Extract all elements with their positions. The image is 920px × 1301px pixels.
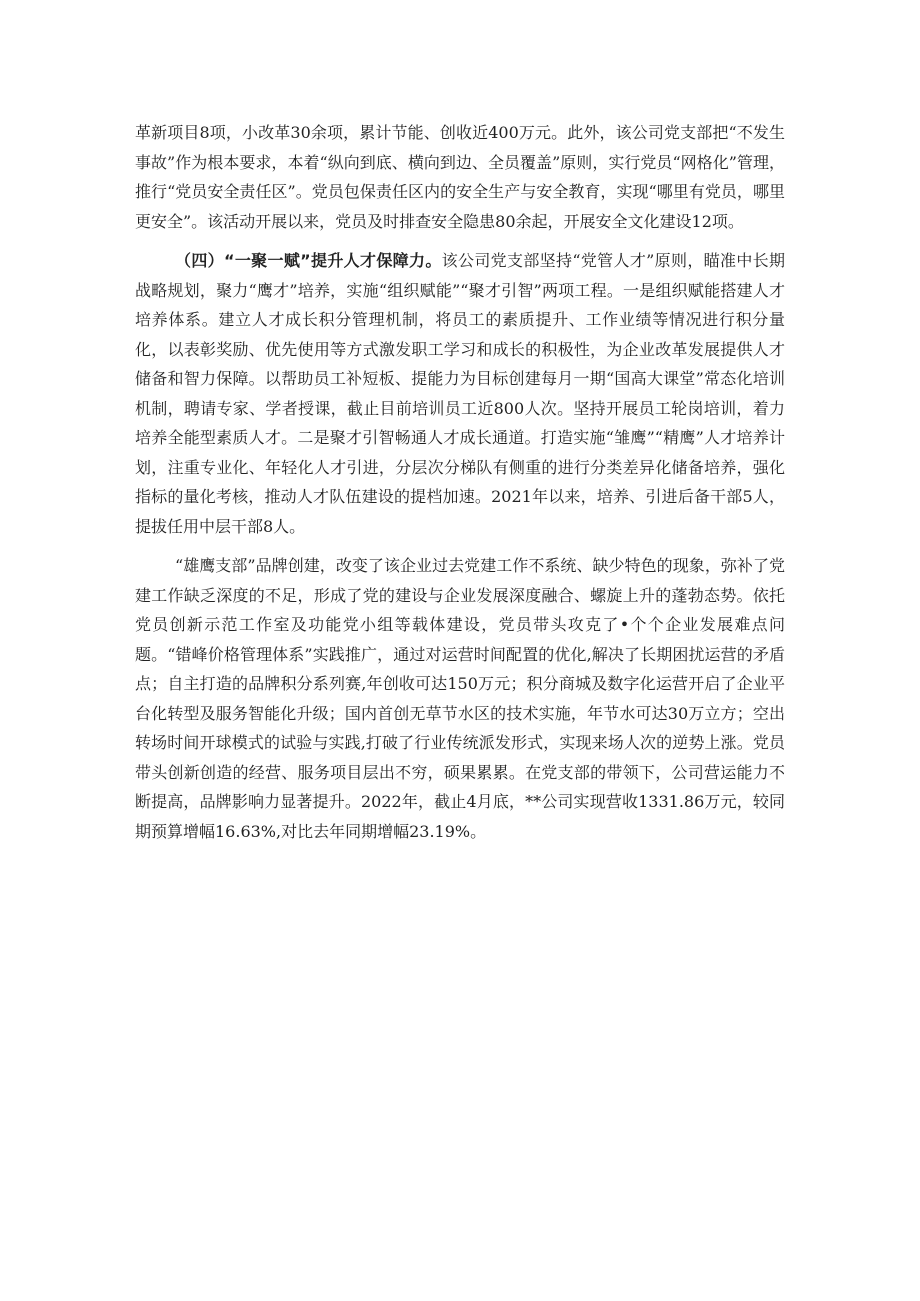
section-heading: （四）“一聚一赋”提升人才保障力。 bbox=[175, 251, 442, 270]
document-body bbox=[135, 118, 785, 856]
paragraph-2-body: 该公司党支部坚持“党管人才”原则，瞄准中长期战略规划，聚力“鹰才”培养，实施“组织赋能”“聚才引智”两项工程。一是组织赋能搭建人才培养体系。建立人才成长积分管理机制，将员工的素质提升、工作业绩等情况进行积分量化，以表彰奖励、优先使用等方式激发职工学习和成长的积极性，为企业改革发展提供人才储备和智力保障。以帮助员工补短板、提能力为目标创建每月一期“国高大课堂”常态化培训机制，聘请专家、学者授课，截止目前培训员工近800人次。坚持开展员工轮岗培训，着力培养全能型素质人才。二是聚才引智畅通人才成长通道。打造实施“雏鹰”“精鹰”人才培养计划，注重专业化、年轻化人才引进，分层次分梯队有侧重的进行分类差异化储备培养，强化指标的量化考核，推动人才队伍建设的提档加速。2021年以来，培养、引进后备干部5人，提拔任用中层干部8人。 bbox=[135, 251, 785, 536]
paragraph-1: 革新项目8项，小改革30余项，累计节能、创收近400万元。此外，该公司党支部把“不发生事故”作为根本要求，本着“纵向到底、横向到边、全员覆盖”原则，实行党员“网格化”管理，推行“党员安全责任区”。党员包保责任区内的安全生产与安全教育，实现“哪里有党员，哪里更安全”。该活动开展以来，党员及时排查安全隐患80余起，开展安全文化建设12项。 bbox=[135, 123, 785, 231]
paragraph-2 bbox=[135, 246, 785, 541]
paragraph-3: “雄鹰支部”品牌创建，改变了该企业过去党建工作不系统、缺少特色的现象，弥补了党建工作缺乏深度的不足，形成了党的建设与企业发展深度融合、螺旋上升的蓬勃态势。依托党员创新示范工作室及功能党小组等载体建设，党员带头攻克了•个个企业发展难点问题。“错峰价格管理体系”实践推广，通过对运营时间配置的优化,解决了长期困扰运营的矛盾点；自主打造的品牌积分系列赛,年创收可达150万元；积分商城及数字化运营开启了企业平台化转型及服务智能化升级；国内首创无草节水区的技术实施，年节水可达30万立方；空出转场时间开球模式的试验与实践,打破了行业传统派发形式，实现来场人次的逆势上涨。党员带头创新创造的经营、服务项目层出不穷，硕果累累。在党支部的带领下，公司营运能力不断提高，品牌影响力显著提升。2022年，截止4月底，**公司实现营收1331.86万元，较同期预算增幅16.63%,对比去年同期增幅23.19%。 bbox=[135, 556, 785, 841]
